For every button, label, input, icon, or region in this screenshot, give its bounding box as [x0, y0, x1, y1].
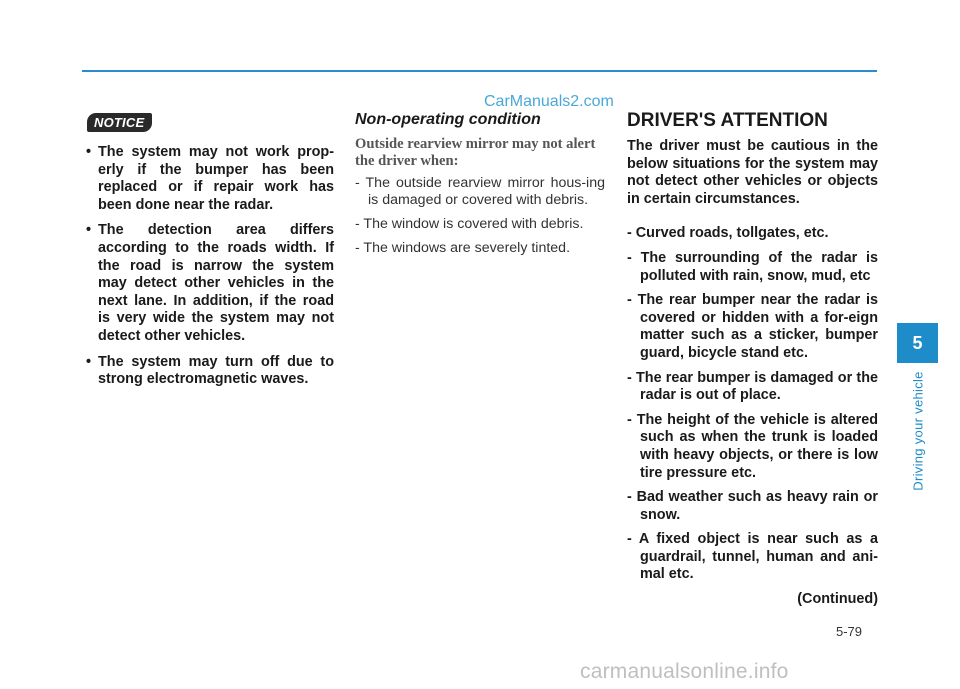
chapter-title: [897, 366, 938, 496]
chapter-number-tab: 5: [897, 323, 938, 363]
watermark-bottom: carmanualsonline.info: [580, 660, 789, 683]
notice-list: [82, 144, 334, 389]
header-rule: [82, 70, 877, 72]
section-heading: Non-operating condition: [355, 111, 541, 128]
notice-badge: NOTICE: [87, 113, 152, 132]
column-right: [627, 110, 878, 607]
attention-item: - The rear bumper near the radar is covered or hidden with a for-eign matter such as a sticker, bumper guard, bicycle stand etc.: [627, 292, 878, 361]
chapter-title-text: Driving your vehicle: [910, 371, 925, 491]
notice-item: • The system may not work prop-erly if the bumper has been replaced or if repair work has been done near the radar.: [86, 144, 334, 213]
attention-item: - Bad weather such as heavy rain or snow.: [627, 489, 878, 523]
attention-item: - A fixed object is near such as a guardrail, tunnel, human and ani-mal etc.: [627, 531, 878, 583]
page-number: 5-79: [836, 624, 863, 639]
column-middle: [355, 110, 605, 264]
attention-item: - Curved roads, tollgates, etc.: [627, 225, 829, 242]
bullet-icon: •: [86, 144, 92, 160]
bullet-icon: •: [86, 222, 92, 239]
attention-item: - The height of the vehicle is altered such as when the trunk is loaded with heavy objects, or there is low tire pressure etc.: [627, 411, 878, 481]
section-subheading: Outside rearview mirror may not alert the driver when:: [355, 136, 596, 169]
notice-item: • The system may turn off due to strong electromagnetic waves.: [86, 353, 334, 388]
condition-item: - The outside rearview mirror hous-ing is damaged or covered with debris.: [355, 175, 605, 208]
bullet-icon: •: [86, 353, 92, 370]
section-intro: The driver must be cautious in the below situations for the system may not detect other vehicles or objects in certain circumstances.: [627, 138, 878, 207]
attention-item: - The rear bumper is damaged or the radar is out of place.: [627, 369, 878, 404]
condition-list: [355, 175, 605, 257]
column-left: [82, 110, 334, 397]
condition-item: - The windows are severely tinted.: [355, 240, 571, 256]
continued-label: (Continued): [797, 591, 878, 608]
watermark-top: CarManuals2.com: [484, 93, 614, 110]
attention-list: [627, 225, 878, 584]
section-title: DRIVER'S ATTENTION: [627, 110, 828, 131]
attention-item: - The surrounding of the radar is polluted with rain, snow, mud, etc: [627, 249, 878, 284]
notice-item: • The detection area differs according to the roads width. If the road is narrow the system may detect other vehicles in the next lane. In addition, if the road is very wide the system may not detect other vehicles.: [86, 222, 334, 344]
condition-item: - The window is covered with debris.: [355, 216, 584, 232]
